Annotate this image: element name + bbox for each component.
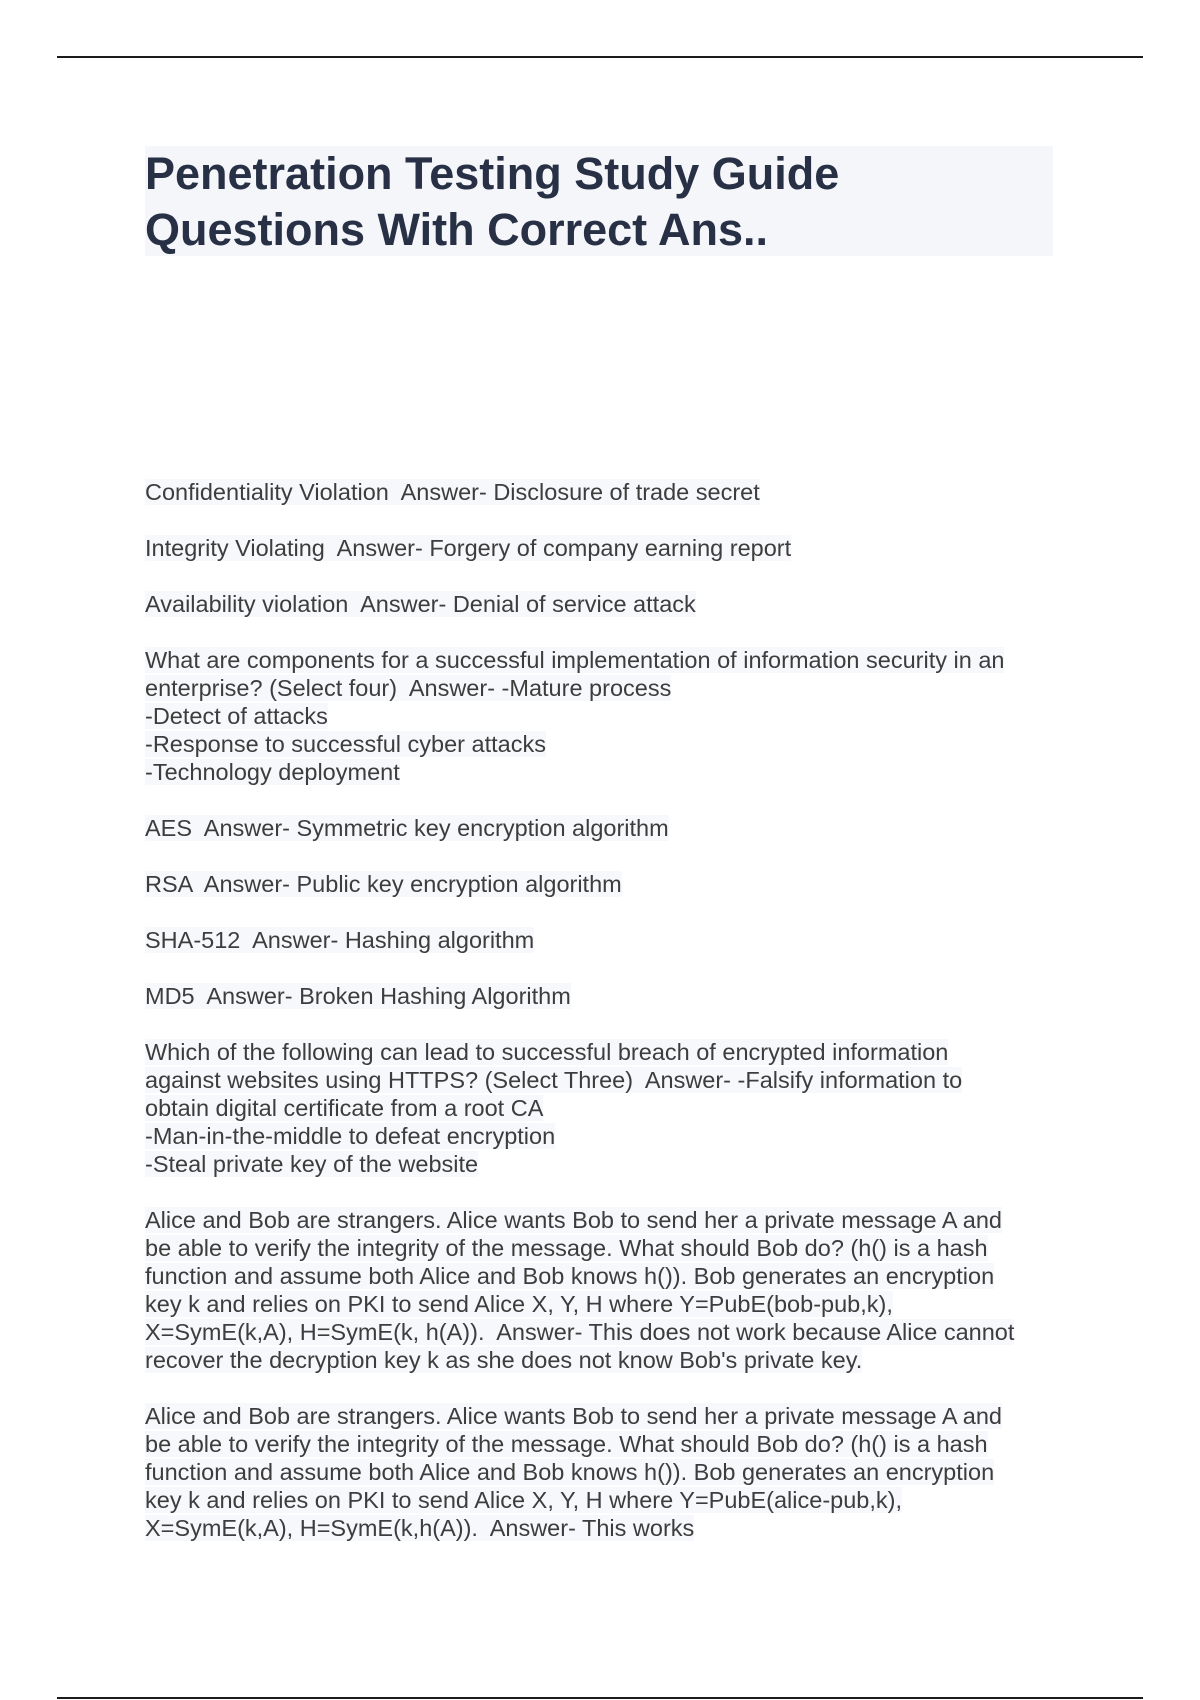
qa-line-text: SHA-512 Answer- Hashing algorithm (145, 927, 535, 953)
qa-line (145, 1318, 1065, 1346)
qa-line (145, 758, 1065, 786)
qa-line-text: function and assume both Alice and Bob knows h()). Bob generates an encryption (145, 1459, 995, 1485)
qa-list (145, 478, 1065, 1570)
qa-item (145, 590, 1065, 618)
qa-item (145, 1402, 1065, 1542)
qa-line-text: Alice and Bob are strangers. Alice wants Bob to send her a private message A and (145, 1403, 1002, 1429)
qa-line-text: -Response to successful cyber attacks (145, 731, 546, 757)
qa-line-text: be able to verify the integrity of the message. What should Bob do? (h() is a hash (145, 1431, 988, 1457)
qa-line-text: key k and relies on PKI to send Alice X, Y, H where Y=PubE(alice-pub,k), (145, 1487, 902, 1513)
qa-line (145, 1486, 1065, 1514)
qa-line-text: enterprise? (Select four) Answer- -Mature process (145, 675, 672, 701)
page-title-line-2: Questions With Correct Ans.. (145, 204, 768, 255)
qa-line (145, 1290, 1065, 1318)
top-rule (57, 56, 1143, 58)
qa-line-text: MD5 Answer- Broken Hashing Algorithm (145, 983, 571, 1009)
qa-line-text: against websites using HTTPS? (Select Three) Answer- -Falsify information to (145, 1067, 963, 1093)
qa-item (145, 1038, 1065, 1178)
qa-line (145, 1122, 1065, 1150)
qa-line (145, 1514, 1065, 1542)
qa-line-text: What are components for a successful implementation of information security in an (145, 647, 1005, 673)
qa-line (145, 730, 1065, 758)
page-title-line-1: Penetration Testing Study Guide (145, 148, 840, 199)
qa-line (145, 534, 1065, 562)
qa-line (145, 674, 1065, 702)
qa-line (145, 1150, 1065, 1178)
qa-line-text: AES Answer- Symmetric key encryption algorithm (145, 815, 669, 841)
qa-line-text: RSA Answer- Public key encryption algorithm (145, 871, 622, 897)
qa-line (145, 590, 1065, 618)
qa-line-text: -Man-in-the-middle to defeat encryption (145, 1123, 556, 1149)
qa-line-text: X=SymE(k,A), H=SymE(k,h(A)). Answer- This works (145, 1515, 695, 1541)
qa-line (145, 1430, 1065, 1458)
qa-item (145, 870, 1065, 898)
qa-line (145, 1094, 1065, 1122)
qa-line (145, 870, 1065, 898)
qa-line (145, 646, 1065, 674)
qa-line-text: Integrity Violating Answer- Forgery of company earning report (145, 535, 792, 561)
bottom-rule (57, 1697, 1143, 1699)
qa-line (145, 1234, 1065, 1262)
qa-line (145, 1038, 1065, 1066)
qa-line-text: be able to verify the integrity of the message. What should Bob do? (h() is a hash (145, 1235, 988, 1261)
page-title (145, 146, 1053, 258)
qa-line-text: obtain digital certificate from a root CA (145, 1095, 544, 1121)
qa-line-text: function and assume both Alice and Bob knows h()). Bob generates an encryption (145, 1263, 995, 1289)
qa-line (145, 478, 1065, 506)
qa-line (145, 926, 1065, 954)
qa-line-text: X=SymE(k,A), H=SymE(k, h(A)). Answer- This does not work because Alice cannot (145, 1319, 1015, 1345)
qa-line-text: Which of the following can lead to successful breach of encrypted information (145, 1039, 949, 1065)
qa-item (145, 926, 1065, 954)
qa-line (145, 1458, 1065, 1486)
qa-line-text: Alice and Bob are strangers. Alice wants Bob to send her a private message A and (145, 1207, 1002, 1233)
qa-item (145, 534, 1065, 562)
qa-item (145, 982, 1065, 1010)
qa-line (145, 1402, 1065, 1430)
qa-line (145, 1066, 1065, 1094)
qa-line-text: -Technology deployment (145, 759, 400, 785)
qa-line-text: -Steal private key of the website (145, 1151, 479, 1177)
qa-line-text: Availability violation Answer- Denial of service attack (145, 591, 696, 617)
qa-item (145, 478, 1065, 506)
qa-line-text: -Detect of attacks (145, 703, 328, 729)
qa-item (145, 646, 1065, 786)
qa-line-text: recover the decryption key k as she does not know Bob's private key. (145, 1347, 863, 1373)
qa-item (145, 814, 1065, 842)
qa-line (145, 814, 1065, 842)
qa-line (145, 1346, 1065, 1374)
qa-line (145, 982, 1065, 1010)
title-block (145, 146, 1053, 256)
qa-line (145, 1206, 1065, 1234)
qa-line (145, 1262, 1065, 1290)
qa-line (145, 702, 1065, 730)
qa-line-text: key k and relies on PKI to send Alice X, Y, H where Y=PubE(bob-pub,k), (145, 1291, 893, 1317)
qa-item (145, 1206, 1065, 1374)
qa-line-text: Confidentiality Violation Answer- Disclosure of trade secret (145, 479, 760, 505)
